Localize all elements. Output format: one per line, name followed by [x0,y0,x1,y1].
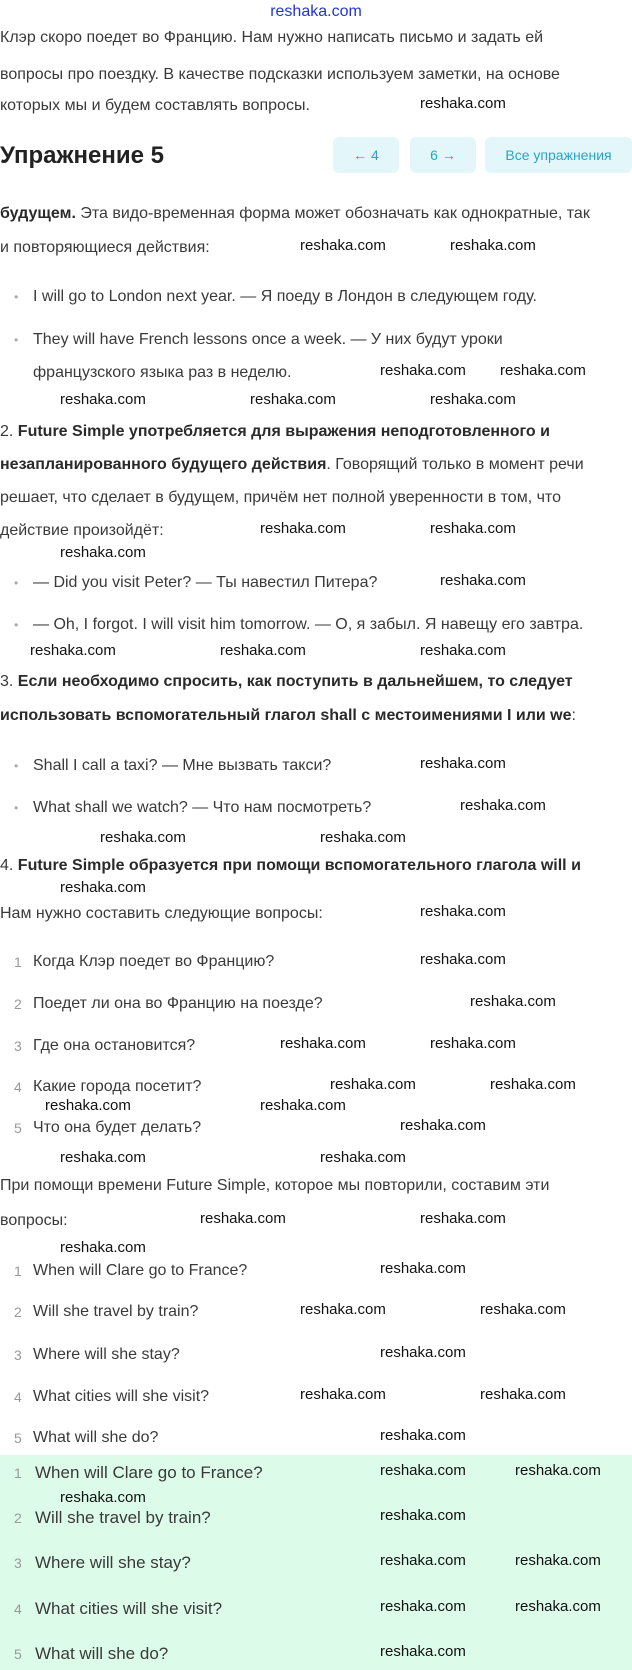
list-item: What cities will she visit? [35,1599,223,1618]
watermark: reshaka.com [60,1149,146,1166]
rule1-text: Эта видо-временная форма может обозначать как однократные, так [75,205,590,222]
watermark: reshaka.com [220,642,306,659]
list-number: 3 [14,1038,22,1054]
list-item: Когда Клэр поедет во Францию? [33,953,275,970]
rule3-bold2: использовать вспомогательный глагол shall с местоимениями I или we [0,707,572,724]
rule2-line3: решает, что сделает в будущем, причём нет полной уверенности в том, что [0,489,561,506]
watermark: reshaka.com [400,1117,486,1134]
list-number: 3 [14,1347,22,1363]
prev-exercise-button[interactable]: ← 4 [333,137,399,173]
site-logo[interactable]: reshaka.com [270,3,362,20]
watermark: reshaka.com [60,879,146,896]
watermark: reshaka.com [330,1076,416,1093]
watermark: reshaka.com [515,1598,601,1615]
watermark: reshaka.com [380,1598,466,1615]
example-cont: французского языка раз в неделю. [33,364,292,381]
list-number: 4 [14,1389,22,1405]
bullet-icon: • [14,759,19,773]
watermark: reshaka.com [280,1035,366,1052]
rule1-line2: и повторяющиеся действия: [0,239,210,256]
watermark: reshaka.com [60,1489,146,1506]
rule3-line [0,672,573,692]
rule2-line [0,422,550,442]
rule2-line4: действие произойдёт: [0,522,164,539]
rule2-bold: Future Simple употребляется для выражения неподготовленного и [17,423,550,440]
example: What shall we watch? — Что нам посмотреть? [33,799,372,816]
watermark: reshaka.com [440,572,526,589]
task-intro: Нам нужно составить следующие вопросы: [0,905,323,922]
list-item: Will she travel by train? [35,1508,211,1527]
watermark: reshaka.com [500,362,586,379]
watermark: reshaka.com [420,95,506,112]
list-number: 1 [14,1465,22,1481]
watermark: reshaka.com [300,237,386,254]
bullet-icon: • [14,618,19,632]
watermark: reshaka.com [320,1149,406,1166]
watermark: reshaka.com [420,903,506,920]
watermark: reshaka.com [100,829,186,846]
example: I will go to London next year. — Я поеду в Лондон в следующем году. [33,288,537,305]
watermark: reshaka.com [515,1462,601,1479]
watermark: reshaka.com [430,520,516,537]
watermark: reshaka.com [430,1035,516,1052]
watermark: reshaka.com [300,1301,386,1318]
bullet-icon: • [14,801,19,815]
watermark: reshaka.com [470,993,556,1010]
watermark: reshaka.com [60,391,146,408]
watermark: reshaka.com [380,1552,466,1569]
watermark: reshaka.com [300,1386,386,1403]
list-number: 4 [14,1601,22,1617]
watermark: reshaka.com [60,544,146,561]
watermark: reshaka.com [420,642,506,659]
list-item: Поедет ли она во Францию на поезде? [33,995,323,1012]
watermark: reshaka.com [430,391,516,408]
example: Shall I call a taxi? — Мне вызвать такси? [33,757,332,774]
list-item: What cities will she visit? [33,1388,210,1405]
watermark: reshaka.com [515,1552,601,1569]
watermark: reshaka.com [380,1260,466,1277]
list-number: 5 [14,1430,22,1446]
rule2-bold2: незапланированного будущего действия [0,456,327,473]
watermark: reshaka.com [420,755,506,772]
list-item: Что она будет делать? [33,1119,202,1136]
intro-line: Клэр скоро поедет во Францию. Нам нужно написать письмо и задать ей [0,29,544,46]
watermark: reshaka.com [260,520,346,537]
page-title: Упражнение 5 [0,142,164,169]
example: — Did you visit Peter? — Ты навестил Питера? [33,574,378,591]
rule-number: 4. [0,857,18,874]
watermark: reshaka.com [380,362,466,379]
rule4-bold: Future Simple образуется при помощи вспомогательного глагола will и [17,857,581,874]
rule-number: 2. [0,423,18,440]
watermark: reshaka.com [250,391,336,408]
example: They will have French lessons once a week. — У них будут уроки [33,331,503,348]
next-exercise-button[interactable]: 6 → [410,137,476,173]
intro-line: вопросы про поездку. В качестве подсказки используем заметки, на основе [0,66,560,83]
watermark: reshaka.com [45,1097,131,1114]
rule1-line [0,204,590,224]
all-exercises-button[interactable]: Все упражнения [485,137,632,173]
watermark: reshaka.com [60,1239,146,1256]
list-item: Где она остановится? [33,1037,196,1054]
watermark: reshaka.com [380,1344,466,1361]
watermark: reshaka.com [380,1427,466,1444]
list-number: 5 [14,1120,22,1136]
bullet-icon: • [14,333,19,347]
watermark: reshaka.com [380,1462,466,1479]
list-item: What will she do? [35,1644,169,1663]
solution-intro: вопросы: [0,1212,68,1229]
list-item: Will she travel by train? [33,1303,199,1320]
intro-line: которых мы и будем составлять вопросы. [0,97,310,114]
list-number: 5 [14,1646,22,1662]
punct: : [571,707,576,724]
bullet-icon: • [14,576,19,590]
list-number: 2 [14,1510,22,1526]
watermark: reshaka.com [420,951,506,968]
list-item: Where will she stay? [33,1346,180,1363]
list-number: 2 [14,996,22,1012]
list-item: What will she do? [33,1429,159,1446]
rule3-bold: Если необходимо спросить, как поступить в дальнейшем, то следует [17,673,573,690]
list-item: Where will she stay? [35,1553,191,1572]
rule1-bold: будущем. [0,205,76,222]
watermark: reshaka.com [490,1076,576,1093]
list-item: When will Clare go to France? [33,1262,248,1279]
list-number: 4 [14,1079,22,1095]
watermark: reshaka.com [260,1097,346,1114]
rule4-line [0,856,581,876]
list-number: 1 [14,1263,22,1279]
list-number: 1 [14,954,22,970]
watermark: reshaka.com [450,237,536,254]
watermark: reshaka.com [30,642,116,659]
watermark: reshaka.com [460,797,546,814]
solution-intro: При помощи времени Future Simple, которое мы повторили, составим эти [0,1177,550,1194]
rule2-text: . Говорящий только в момент речи [326,456,584,473]
watermark: reshaka.com [380,1643,466,1660]
list-number: 3 [14,1555,22,1571]
rule3-line2 [0,706,576,726]
example: — Oh, I forgot. I will visit him tomorrow. — О, я забыл. Я навещу его завтра. [33,616,584,633]
list-number: 2 [14,1304,22,1320]
watermark: reshaka.com [320,829,406,846]
watermark: reshaka.com [380,1507,466,1524]
watermark: reshaka.com [480,1301,566,1318]
bullet-icon: • [14,290,19,304]
rule2-line2 [0,455,584,475]
list-item: When will Clare go to France? [35,1463,263,1482]
rule-number: 3. [0,673,18,690]
list-item: Какие города посетит? [33,1078,202,1095]
watermark: reshaka.com [480,1386,566,1403]
watermark: reshaka.com [200,1210,286,1227]
watermark: reshaka.com [420,1210,506,1227]
